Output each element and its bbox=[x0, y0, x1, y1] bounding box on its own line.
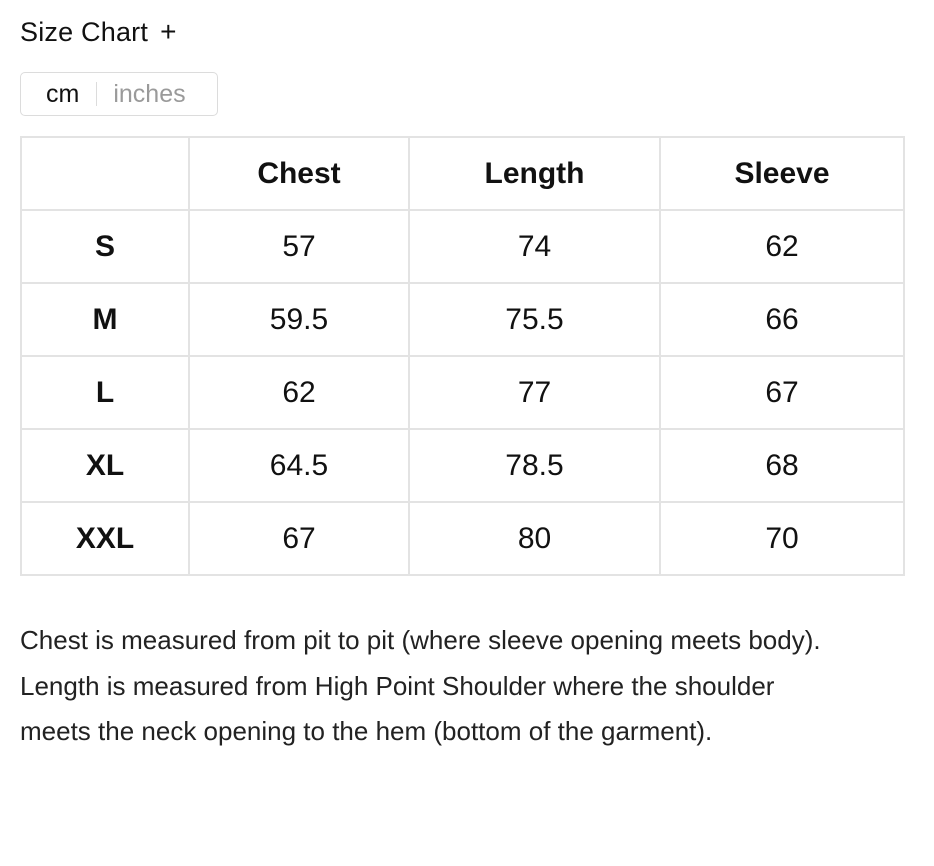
table-row bbox=[21, 356, 904, 429]
chest-cell: 67 bbox=[189, 502, 409, 575]
header-chest: Chest bbox=[189, 137, 409, 210]
size-cell: L bbox=[21, 356, 189, 429]
chest-cell: 57 bbox=[189, 210, 409, 283]
table-row bbox=[21, 210, 904, 283]
header-sleeve: Sleeve bbox=[660, 137, 904, 210]
chest-cell: 62 bbox=[189, 356, 409, 429]
table-row bbox=[21, 429, 904, 502]
unit-inches-button[interactable]: inches bbox=[113, 79, 186, 108]
unit-divider bbox=[96, 82, 97, 106]
sleeve-cell: 67 bbox=[660, 356, 904, 429]
sleeve-cell: 66 bbox=[660, 283, 904, 356]
length-cell: 80 bbox=[409, 502, 660, 575]
table-row bbox=[21, 502, 904, 575]
length-cell: 78.5 bbox=[409, 429, 660, 502]
size-cell: M bbox=[21, 283, 189, 356]
unit-toggle bbox=[20, 72, 218, 116]
table-header-row bbox=[21, 137, 904, 210]
size-cell: XXL bbox=[21, 502, 189, 575]
sleeve-cell: 62 bbox=[660, 210, 904, 283]
chest-cell: 64.5 bbox=[189, 429, 409, 502]
plus-icon[interactable]: + bbox=[160, 16, 177, 47]
unit-cm-button[interactable]: cm bbox=[46, 79, 80, 108]
header-length: Length bbox=[409, 137, 660, 210]
sleeve-cell: 68 bbox=[660, 429, 904, 502]
length-cell: 77 bbox=[409, 356, 660, 429]
size-cell: S bbox=[21, 210, 189, 283]
header-size bbox=[21, 137, 189, 210]
measurement-note: Chest is measured from pit to pit (where sleeve opening meets body). Length is measured from High Point Shoulder where the shoulder meets the neck opening to the hem (bottom of the garment). bbox=[20, 625, 821, 746]
table-row bbox=[21, 283, 904, 356]
size-chart-toggle[interactable] bbox=[20, 14, 176, 50]
length-cell: 75.5 bbox=[409, 283, 660, 356]
size-chart-title: Size Chart bbox=[20, 16, 149, 47]
chest-cell: 59.5 bbox=[189, 283, 409, 356]
size-table bbox=[20, 136, 905, 576]
length-cell: 74 bbox=[409, 210, 660, 283]
sleeve-cell: 70 bbox=[660, 502, 904, 575]
size-cell: XL bbox=[21, 429, 189, 502]
